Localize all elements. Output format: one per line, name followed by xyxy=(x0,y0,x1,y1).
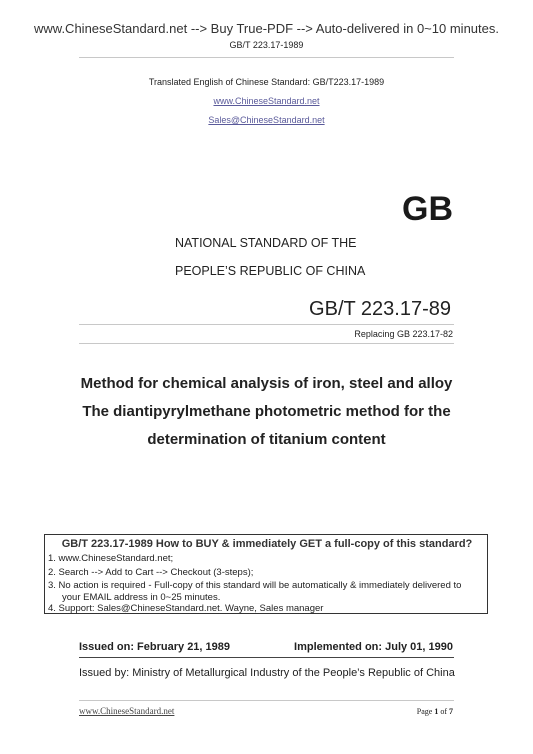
issued-date: Issued on: February 21, 1989 xyxy=(79,641,231,653)
page-indicator xyxy=(417,707,453,716)
footer-divider xyxy=(79,700,454,701)
buy-instructions-box xyxy=(44,534,488,614)
translation-note: Translated English of Chinese Standard: GB/T223.17-1989 xyxy=(148,77,385,87)
page-of: of xyxy=(440,707,447,716)
footer-website-link[interactable]: www.ChineseStandard.net xyxy=(79,706,175,716)
dates-divider xyxy=(79,657,454,658)
buy-step-1: 1. www.ChineseStandard.net; xyxy=(48,553,174,564)
header-standard-code: GB/T 223.17-1989 xyxy=(229,40,304,50)
page-number: 1 xyxy=(434,707,439,716)
standard-number: GB/T 223.17-89 xyxy=(309,298,451,320)
standard-number-divider xyxy=(79,324,454,325)
buy-step-4: 4. Support: Sales@ChineseStandard.net. Wayne, Sales manager xyxy=(48,603,324,614)
buy-step-2: 2. Search --> Add to Cart --> Checkout (3-steps); xyxy=(48,567,254,578)
page-total: 7 xyxy=(449,707,453,716)
buy-step-3-continued: your EMAIL address in 0~25 minutes. xyxy=(62,592,221,603)
implemented-date: Implemented on: July 01, 1990 xyxy=(294,641,453,653)
national-standard-line2: PEOPLE’S REPUBLIC OF CHINA xyxy=(175,264,366,278)
buy-step-3: 3. No action is required - Full-copy of this standard will be automatically & immediately delivered to xyxy=(48,580,462,591)
website-link[interactable]: www.ChineseStandard.net xyxy=(213,96,320,106)
title-line-2: The diantipyrylmethane photometric method for the xyxy=(82,403,451,420)
replacing-divider xyxy=(79,343,454,344)
title-line-1: Method for chemical analysis of iron, steel and alloy xyxy=(80,375,453,392)
replacing-note: Replacing GB 223.17-82 xyxy=(354,329,453,339)
gb-mark: GB xyxy=(402,190,453,228)
email-link[interactable]: Sales@ChineseStandard.net xyxy=(208,115,325,125)
header-divider xyxy=(79,57,454,58)
buy-box-heading: GB/T 223.17-1989 How to BUY & immediately GET a full-copy of this standard? xyxy=(61,538,473,550)
website-link-row xyxy=(0,96,533,106)
top-banner: www.ChineseStandard.net --> Buy True-PDF --> Auto-delivered in 0~10 minutes. xyxy=(34,21,499,36)
issued-by: Issued by: Ministry of Metallurgical Industry of the People’s Republic of China xyxy=(79,667,455,679)
title-line-3: determination of titanium content xyxy=(147,431,386,448)
page-label: Page xyxy=(416,707,433,716)
email-link-row xyxy=(0,115,533,125)
national-standard-line1: NATIONAL STANDARD OF THE xyxy=(175,236,357,250)
